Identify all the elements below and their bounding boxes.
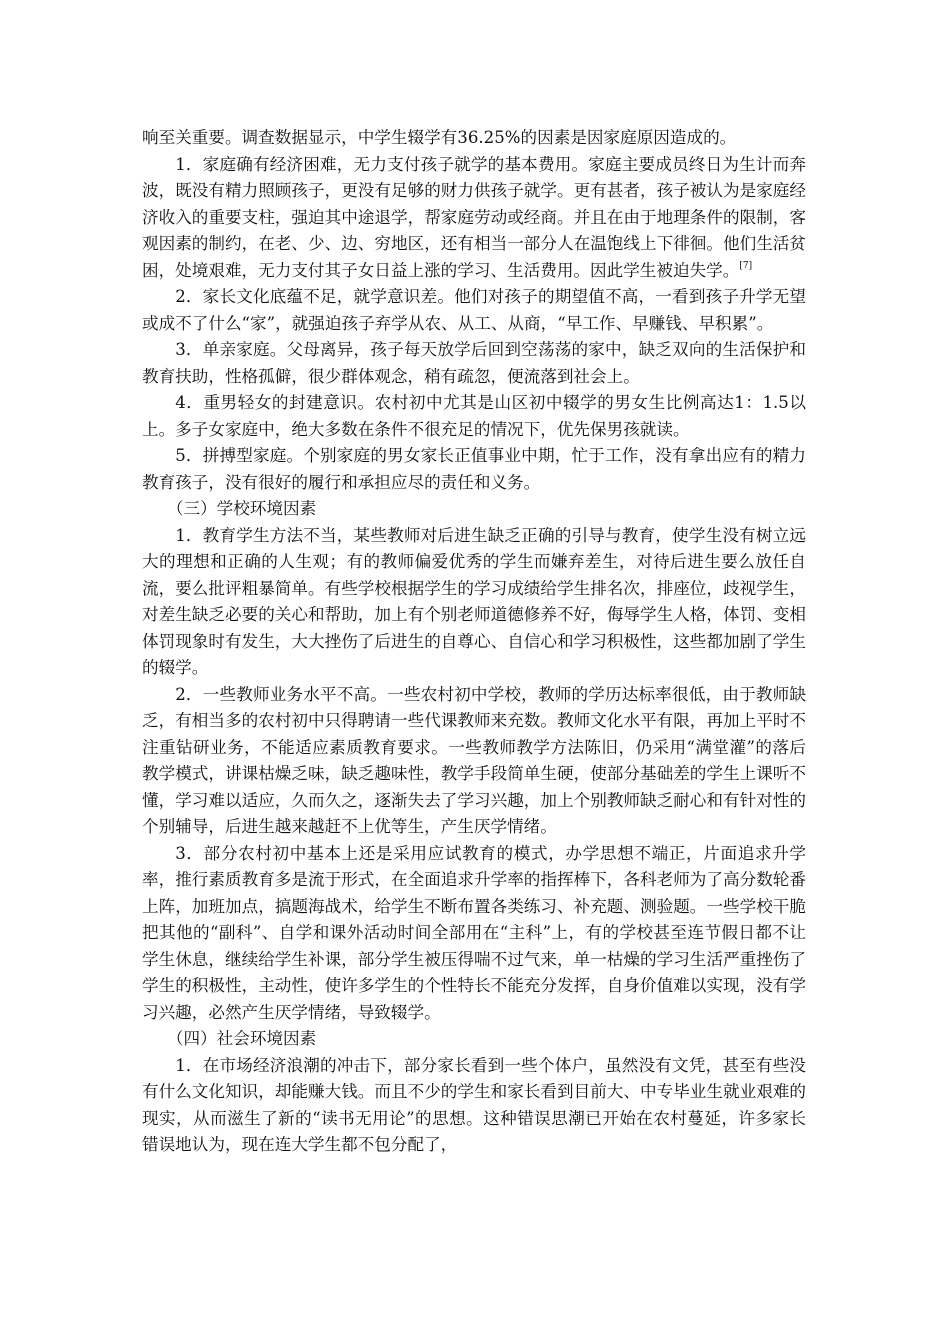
family-factor-3: 3．单亲家庭。父母离异，孩子每天放学后回到空荡荡的家中，缺乏双向的生活保护和教育扶助，性格孤僻，很少群体观念，稍有疏忽，便流落到社会上。 — [142, 340, 806, 386]
citation-ref: [7] — [739, 260, 753, 271]
school-factor-1: 1．教育学生方法不当，某些教师对后进生缺乏正确的引导与教育，使学生没有树立远大的理想和正确的人生观；有的教师偏爱优秀的学生而嫌弃差生，对待后进生要么放任自流，要么批评粗暴简单。有些学校根据学生的学习成绩给学生排名次，排座位，歧视学生，对差生缺乏必要的关心和帮助，加上有个别老师道德修养不好，侮辱学生人格，体罚、变相体罚现象时有发生，大大挫伤了后进生的自尊心、自信心和学习积极性，这些都加剧了学生的辍学。 — [142, 525, 806, 677]
document-page — [142, 125, 806, 1159]
society-factor-1: 1．在市场经济浪潮的冲击下，部分家长看到一些个体户，虽然没有文凭，甚至有些没有什么文化知识，却能赚大钱。而且不少的学生和家长看到目前大、中专毕业生就业艰难的现实，从而滋生了新的“读书无用论”的思想。这种错误思潮已开始在农村蔓延，许多家长错误地认为，现在连大学生都不包分配了， — [142, 1055, 806, 1154]
family-factor-5: 5．拼搏型家庭。个别家庭的男女家长正值事业中期，忙于工作，没有拿出应有的精力教育孩子，没有很好的履行和承担应尽的责任和义务。 — [142, 446, 806, 492]
intro-paragraph: 响至关重要。调查数据显示，中学生辍学有36.25%的因素是因家庭原因造成的。 — [142, 128, 737, 147]
family-factor-1 — [142, 152, 806, 285]
family-factor-1-text: 1．家庭确有经济困难，无力支付孩子就学的基本费用。家庭主要成员终日为生计而奔波，既没有精力照顾孩子，更没有足够的财力供孩子就学。更有甚者，孩子被认为是家庭经济收入的重要支柱，强迫其中途退学，帮家庭劳动或经商。并且在由于地理条件的限制，客观因素的制约，在老、少、边、穷地区，还有相当一部分人在温饱线上下徘徊。他们生活贫困，处境艰难，无力支付其子女日益上涨的学习、生活费用。因此学生被迫失学。 — [142, 154, 806, 280]
family-factor-2: 2．家长文化底蕴不足，就学意识差。他们对孩子的期望值不高，一看到孩子升学无望或成不了什么“家”，就强迫孩子弃学从农、从工、从商，“早工作、早赚钱、早积累”。 — [142, 287, 806, 333]
section-heading-society: （四）社会环境因素 — [166, 1029, 317, 1048]
section-heading-school: （三）学校环境因素 — [166, 499, 317, 518]
school-factor-3: 3．部分农村初中基本上还是采用应试教育的模式，办学思想不端正，片面追求升学率，推行素质教育多是流于形式，在全面追求升学率的指挥棒下，各科老师为了高分数轮番上阵，加班加点，搞题海战术，给学生不断布置各类练习、补充题、测验题。一些学校干脆把其他的“副科”、自学和课外活动时间全部用在“主科”上，有的学校甚至连节假日都不让学生休息，继续给学生补课，部分学生被压得喘不过气来，单一枯燥的学习生活严重挫伤了学生的积极性，主动性，使许多学生的个性特长不能充分发挥，自身价值难以实现，没有学习兴趣，必然产生厌学情绪，导致辍学。 — [142, 843, 806, 1022]
family-factor-4: 4．重男轻女的封建意识。农村初中尤其是山区初中辍学的男女生比例高达1：1.5以上。多子女家庭中，绝大多数在条件不很充足的情况下，优先保男孩就读。 — [142, 393, 806, 439]
school-factor-2: 2．一些教师业务水平不高。一些农村初中学校，教师的学历达标率很低，由于教师缺乏，有相当多的农村初中只得聘请一些代课教师来充数。教师文化水平有限，再加上平时不注重钻研业务，不能适应素质教育要求。一些教师教学方法陈旧，仍采用“满堂灌”的落后教学模式，讲课枯燥乏味，缺乏趣味性，教学手段简单生硬，使部分基础差的学生上课听不懂，学习难以适应，久而久之，逐渐失去了学习兴趣，加上个别教师缺乏耐心和有针对性的个别辅导，后进生越来越赶不上优等生，产生厌学情绪。 — [142, 684, 806, 836]
